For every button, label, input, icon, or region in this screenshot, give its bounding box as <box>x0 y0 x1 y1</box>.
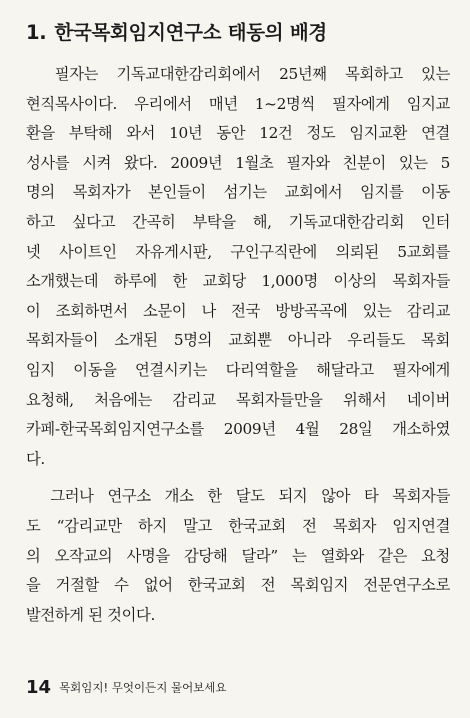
text-line: 하고 싶다고 간곡히 부탁을 해, 기독교대한감리회 인터 <box>26 212 450 231</box>
text-line: 성사를 시켜 왔다. 2009년 1월초 필자와 친분이 있는 5 <box>26 153 450 172</box>
paragraph-1 <box>26 60 450 474</box>
text-line: 임지 이동을 연결시키는 다리역할을 해달라고 필자에게 <box>26 360 450 379</box>
text-line: 현직목사이다. 우리에서 매년 1~2명씩 필자에게 임지교 <box>26 94 450 113</box>
text-line: 의 오작교의 사명을 감당해 달라” 는 열화와 같은 요청 <box>26 546 450 565</box>
text-line: 목회자들이 소개된 5명의 교회뿐 아니라 우리들도 목회 <box>26 331 450 350</box>
paragraph-2 <box>26 482 450 630</box>
section-title: 한국목회임지연구소 태동의 배경 <box>54 21 327 44</box>
text-line: 넷 사이트인 자유게시판, 구인구직란에 의뢰된 5교회를 <box>26 242 450 261</box>
text-line: 명의 목회자가 본인들이 섬기는 교회에서 임지를 이동 <box>26 183 450 202</box>
text-line: 환을 부탁해 와서 10년 동안 12건 정도 임지교환 연결 <box>26 124 450 143</box>
text-line: 도 “감리교만 하지 말고 한국교회 전 목회자 임지연결 <box>26 516 450 535</box>
text-line: 카페-한국목회임지연구소를 2009년 4월 28일 개소하였 <box>26 420 450 439</box>
text-line: 을 거절할 수 없어 한국교회 전 목회임지 전문연구소로 <box>26 576 450 595</box>
page-footer <box>26 677 227 698</box>
page-number: 14 <box>26 677 52 698</box>
text-line: 이 조회하면서 소문이 나 전국 방방곡곡에 있는 감리교 <box>26 301 450 320</box>
text-line: 필자는 기독교대한감리회에서 25년째 목회하고 있는 <box>26 65 450 83</box>
book-title: 목회임지! 무엇이든지 물어보세요 <box>59 680 227 695</box>
text-line: 다. <box>26 449 45 468</box>
text-line: 요청해, 처음에는 감리교 목회자들만을 위해서 네이버 <box>26 390 450 409</box>
text-line: 그러나 연구소 개소 한 달도 되지 않아 타 목회자들 <box>26 487 450 506</box>
paragraph-gap <box>26 474 450 482</box>
section-number: 1. <box>26 21 47 44</box>
body-text <box>26 60 450 630</box>
text-line: 발전하게 된 것이다. <box>26 605 155 624</box>
text-line: 소개했는데 하루에 한 교회당 1,000명 이상의 목회자들 <box>26 272 450 291</box>
section-heading <box>26 18 456 48</box>
